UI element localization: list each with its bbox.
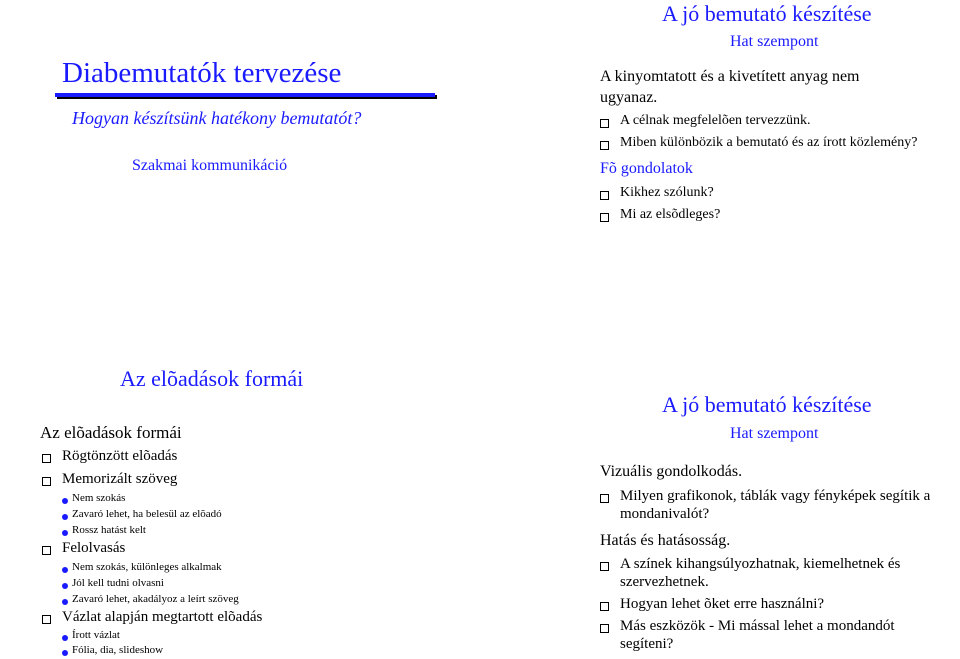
dot-bullet-icon xyxy=(62,514,68,520)
slide-4-subtitle: Hat szempont xyxy=(730,425,819,442)
slide-3-heading: Az elõadások formái xyxy=(40,423,182,442)
square-bullet-icon xyxy=(42,546,51,555)
square-bullet-icon xyxy=(42,477,51,486)
slide-2-heading-1a: A kinyomtatott és a kivetített anyag nem xyxy=(600,68,860,85)
square-bullet-icon xyxy=(42,615,51,624)
dot-bullet-icon xyxy=(62,599,68,605)
square-bullet-icon xyxy=(600,213,609,222)
slide-2-heading-2: Fõ gondolatok xyxy=(600,160,693,177)
dot-bullet-icon xyxy=(62,498,68,504)
dot-bullet-icon xyxy=(62,635,68,641)
dot-bullet-icon xyxy=(62,583,68,589)
slide-2-heading-1b: ugyanaz. xyxy=(600,89,658,106)
square-bullet-icon xyxy=(600,141,609,150)
list-item-continuation: segíteni? xyxy=(620,636,674,652)
square-bullet-icon xyxy=(600,494,609,503)
slide-1 xyxy=(0,0,480,330)
list-item-continuation: szervezhetnek. xyxy=(620,574,709,590)
square-bullet-icon xyxy=(42,454,51,463)
dot-bullet-icon xyxy=(62,567,68,573)
slide-1-title: Diabemutatók tervezése xyxy=(62,57,342,89)
square-bullet-icon xyxy=(600,191,609,200)
slide-3-title: Az elõadások formái xyxy=(120,366,304,391)
slide-2: A jó bemutató készítése Hat szempont A kinyomtatott és a kivetített anyag nem ugyanaz. A célnak megfelelõen tervezzünk. Miben különbözik a bemutató és az írott közlemény? Fõ gondolatok Kikhez szólunk? Mi az elsõdleges? xyxy=(600,1,918,222)
slide-1-caption: Szakmai kommunikáció xyxy=(132,157,288,174)
square-bullet-icon xyxy=(600,602,609,611)
list-item-continuation: mondanivalót? xyxy=(620,506,710,522)
slide-4-title: A jó bemutató készítése xyxy=(662,392,872,417)
slide-4-heading-2: Hatás és hatásosság. xyxy=(600,532,731,549)
square-bullet-icon xyxy=(600,119,609,128)
dot-bullet-icon xyxy=(62,650,68,656)
slide-1-title-underline xyxy=(55,93,435,97)
slide-3: Az elõadások formái Az elõadások formái Rögtönzött elõadás Memorizált szöveg Nem szokás Zavaró lehet, ha belesül az elõadó Rossz hatást kelt Felolvasás Nem szokás, különleges alkalmak Jól kell tudni olvasni Zavaró lehet, akadályoz a leírt szöveg Vázlat alapján megtartott elõadás Írott vázlat Fólia, dia, slideshow xyxy=(40,366,304,656)
slide-1-subtitle: Hogyan készítsünk hatékony bemutatót? xyxy=(72,108,362,128)
slide-4-heading-1: Vizuális gondolkodás. xyxy=(600,463,743,480)
dot-bullet-icon xyxy=(62,530,68,536)
slide-2-subtitle: Hat szempont xyxy=(730,33,819,50)
slide-4: A jó bemutató készítése Hat szempont Vizuális gondolkodás. Milyen grafikonok, táblák vagy fényképek segítik a mondanivalót? Hatás és hatásosság. A színek kihangsúlyozhatnak, kiemelhetnek és szervezhetnek. Hogyan lehet õket erre használni? Más eszközök - Mi mással lehet a mondandót segíteni? xyxy=(600,392,931,652)
slide-2-title: A jó bemutató készítése xyxy=(662,1,872,26)
square-bullet-icon xyxy=(600,562,609,571)
square-bullet-icon xyxy=(600,624,609,633)
